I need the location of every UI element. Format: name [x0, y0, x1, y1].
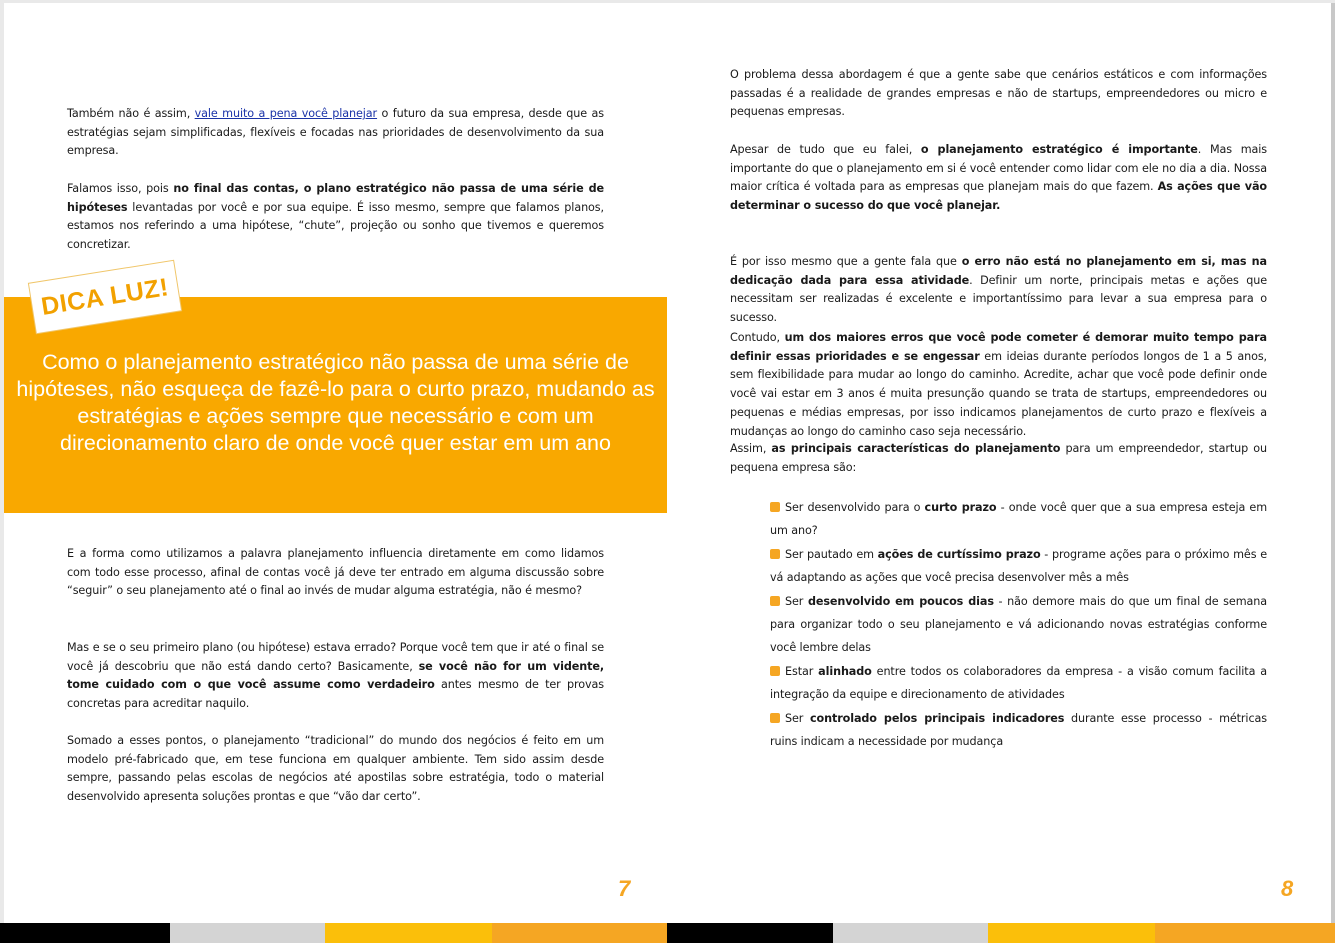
paragraph-text: antes mesmo de ter provas concretas para acreditar naquilo.	[67, 678, 604, 711]
list-item-text: Ser pautado em	[785, 547, 878, 561]
right-page	[667, 3, 1331, 943]
list-item	[770, 496, 1267, 543]
paragraph-planning-worth	[67, 105, 604, 161]
list-item-bold-text: desenvolvido em poucos dias	[807, 594, 994, 608]
square-bullet-icon	[770, 713, 780, 723]
tip-callout-text: Como o planejamento estratégico não passa de uma série de hipóteses, não esqueça de fazê-lo para o curto prazo, mudando as estratégias e ações sempre que necessário e com um direcionamento claro de onde você quer estar em um ano	[16, 350, 655, 455]
square-bullet-icon	[770, 666, 780, 676]
paragraph-traditional-planning: Somado a esses pontos, o planejamento “tradicional” do mundo dos negócios é feito em um modelo pré-fabricado que, em tese funciona em qualquer ambiente. Tem sido assim desde sempre, passando pelas escolas de negócios até apostilas sobre estratégia, todo o material desenvolvido apresenta soluções prontas e que “vão dar certo”.	[67, 734, 604, 804]
list-item-text: durante esse processo - métricas ruins indicam a necessidade por mudança	[770, 711, 1267, 749]
paragraph-approach-problem: O problema dessa abordagem é que a gente sabe que cenários estáticos e com informações passadas é a realidade de grandes empresas e não de startups, empreendedores ou micro e pequenas empresas.	[730, 68, 1267, 119]
list-item	[770, 707, 1267, 754]
paragraph-bold-text: o planejamento estratégico é importante	[920, 143, 1198, 156]
paragraph-main-characteristics	[730, 440, 1267, 477]
paragraph-text: Mas e se o seu primeiro plano (ou hipótese) estava errado? Porque você tem que ir até o final se você já descobriu que não está dando certo? Basicamente,	[67, 641, 604, 673]
tip-tag-label: DICA LUZ!	[29, 261, 181, 333]
stripe-gray-right	[833, 923, 988, 943]
paragraph-planning-word: E a forma como utilizamos a palavra planejamento influencia diretamente em como lidamos com todo esse processo, afinal de contas você já deve ter entrado em alguma discussão sobre “seguir” o seu planejamento até o final ao invés de mudar alguma estratégia, não é mesmo?	[67, 547, 604, 598]
list-item-text: - onde você quer que a sua empresa esteja em um ano?	[770, 501, 1268, 538]
paragraph-importance	[730, 141, 1267, 216]
list-item-text: - programe ações para o próximo mês e vá adaptando as ações que você precisa desenvolver mês a mês	[770, 547, 1267, 585]
list-item-text: Ser	[785, 711, 810, 725]
list-item-bold-text: alinhado	[818, 664, 872, 678]
paragraph-bold-text: se você não for um vidente, tome cuidado com o que você assume como verdadeiro	[67, 659, 604, 692]
list-item-text: Estar	[785, 664, 819, 678]
viewer-edge	[1331, 3, 1335, 923]
list-item-bold-text: ações de curtíssimo prazo	[877, 547, 1041, 561]
paragraph-text: para um empreendedor, startup ou pequena empresa são:	[730, 442, 1267, 474]
stripe-black-right	[667, 923, 833, 943]
footer-color-stripes	[0, 923, 1335, 943]
list-item-bold-text: controlado pelos principais indicadores	[809, 711, 1065, 725]
square-bullet-icon	[770, 596, 780, 606]
stripe-orange-right	[1155, 923, 1335, 943]
tip-callout-box	[4, 297, 667, 513]
paragraph-text: Também não é assim,	[67, 107, 195, 120]
paragraph-bold-text: um dos maiores erros que você pode cometer é demorar muito tempo para definir essas prioridades e se engessar	[730, 331, 1267, 363]
left-page	[4, 3, 667, 943]
paragraph-error-dedication	[730, 253, 1267, 328]
stripe-yellow-left	[325, 923, 492, 943]
list-item-text: Ser desenvolvido para o	[785, 501, 925, 514]
paragraph-text: . Mas mais importante do que o planejamento em si é você entender como lidar com ele no dia a dia. Nossa maior crítica é voltada para as empresas que planejam mais do que fazem.	[730, 143, 1268, 194]
paragraph-first-plan	[67, 639, 604, 714]
paragraph-hypotheses	[67, 180, 604, 255]
paragraph-text: É por isso mesmo que a gente fala que	[730, 255, 962, 268]
paragraph-text: levantadas por você e por sua equipe. É isso mesmo, sempre que falamos planos, estamos nos referindo a uma hipótese, “chute”, projeção ou sonho que tivemos e queremos concretizar.	[67, 200, 604, 252]
paragraph-bold-text: as principais características do planejamento	[771, 442, 1061, 455]
list-item	[770, 590, 1267, 660]
list-item-text: entre todos os colaboradores da empresa - a visão comum facilita a integração da equipe e direcionamento de atividades	[770, 664, 1267, 702]
stripe-black-left	[0, 923, 170, 943]
page-number: 7	[618, 876, 631, 901]
paragraph-biggest-errors	[730, 329, 1267, 441]
planning-link[interactable]: vale muito a pena você planejar	[194, 107, 378, 120]
paragraph-text: o futuro da sua empresa, desde que as estratégias sejam simplificadas, flexíveis e focadas nas prioridades de desenvolvimento da sua empresa.	[67, 107, 604, 158]
paragraph-text: Falamos isso, pois	[67, 182, 174, 195]
paragraph-bold-text: no final das contas, o plano estratégico não passa de uma série de hipóteses	[67, 182, 604, 214]
paragraph-text: Apesar de tudo que eu falei,	[730, 143, 921, 156]
paragraph-text: Contudo,	[730, 331, 785, 344]
list-item	[770, 543, 1267, 590]
list-item-text: Ser	[785, 594, 808, 608]
list-item	[770, 660, 1267, 707]
paragraph-bold-text: As ações que vão determinar o sucesso do que você planejar.	[730, 180, 1268, 213]
stripe-gray-left	[170, 923, 325, 943]
characteristics-list	[770, 496, 1267, 753]
paragraph-bold-text: o erro não está no planejamento em si, mas na dedicação dada para essa atividade	[730, 255, 1267, 287]
list-item-text: - não demore mais do que um final de semana para organizar todo o seu planejamento e vá adicionando novas estratégias conforme você lembre delas	[770, 594, 1267, 655]
stripe-yellow-right	[988, 923, 1155, 943]
stripe-orange-left	[492, 923, 667, 943]
square-bullet-icon	[770, 549, 780, 559]
square-bullet-icon	[770, 502, 780, 512]
paragraph-text: Assim,	[730, 442, 772, 455]
paragraph-text: . Definir um norte, principais metas e ações que necessitam ser realizadas é excelente e importantíssimo para levar a sua empresa para o sucesso.	[730, 273, 1267, 325]
page-number: 8	[1281, 876, 1294, 901]
paragraph-text: em ideias durante períodos longos de 1 a 5 anos, sem flexibilidade para mudar ao longo do caminho. Acredite, achar que você pode definir onde você vai estar em 3 anos é muita presunção quando se trata de startups, empreendedores ou pequenas e médias empresas, por isso indicamos planejamentos de curto prazo e flexíveis a mudanças ao longo do caminho caso seja necessário.	[730, 349, 1267, 438]
list-item-bold-text: curto prazo	[924, 501, 997, 514]
